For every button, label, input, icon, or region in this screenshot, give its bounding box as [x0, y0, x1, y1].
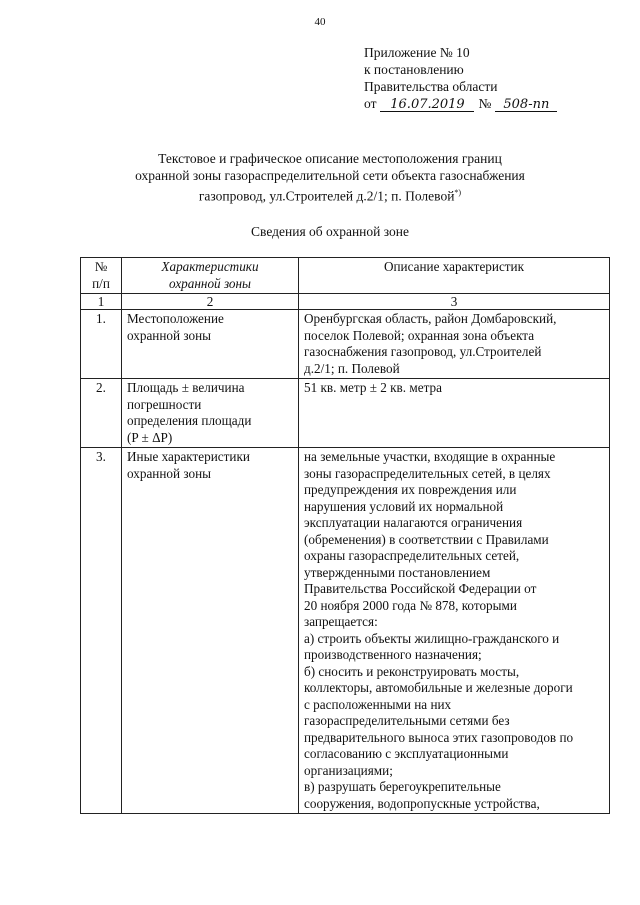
text-line: охраны газораспределительных сетей, — [304, 548, 520, 563]
text-line: предварительного выноса этих газопроводов по — [304, 729, 574, 745]
column-index: 2 — [122, 294, 299, 310]
row-description — [299, 379, 610, 448]
text-line: на земельные участки, входящие в охранные — [304, 449, 556, 464]
text-line: определения площади — [127, 413, 252, 428]
text-line: предупреждения их повреждения или — [304, 482, 517, 497]
text-line: а) строить объекты жилищно-гражданского и — [304, 630, 560, 646]
protection-zone-table — [80, 257, 610, 814]
row-number: 1. — [81, 310, 122, 379]
handwritten-date: 16.07.2019 — [380, 98, 474, 112]
appendix-date-line — [364, 95, 557, 112]
appendix-block — [364, 44, 557, 112]
title-line-2: охранной зоны газораспределительной сети объекта газоснабжения — [135, 168, 525, 183]
row-description — [299, 448, 610, 814]
section-subtitle: Сведения об охранной зоне — [251, 224, 409, 239]
header-num — [81, 258, 122, 294]
row-characteristic — [122, 379, 299, 448]
header-num-line: № — [94, 259, 108, 274]
appendix-line-1: Приложение № 10 — [364, 45, 470, 60]
text-line: газораспределительными сетями без — [304, 713, 510, 728]
header-num-line: п/п — [92, 275, 110, 291]
title-line-3-text: газопровод, ул.Строителей д.2/1; п. Полевой — [198, 188, 455, 204]
text-line: согласованию с эксплуатационными — [304, 746, 509, 761]
column-index: 3 — [299, 294, 610, 310]
row-characteristic — [122, 448, 299, 814]
text-line: 51 кв. метр ± 2 кв. метра — [304, 380, 442, 395]
text-line: эксплуатации налагаются ограничения — [304, 515, 523, 530]
footnote-mark: *) — [454, 188, 462, 197]
table-header-row — [81, 258, 610, 294]
text-line: Местоположение — [127, 311, 224, 326]
row-characteristic — [122, 310, 299, 379]
text-line: 20 ноября 2000 года № 878, которыми — [304, 597, 517, 613]
text-line: зоны газораспределительных сетей, в целях — [304, 465, 551, 481]
text-line: в) разрушать берегоукрепительные — [304, 779, 501, 794]
header-characteristic — [122, 258, 299, 294]
text-line: коллекторы, автомобильные и железные дороги — [304, 680, 573, 695]
title-line-1: Текстовое и графическое описание местоположения границ — [158, 151, 502, 166]
page-number: 40 — [314, 16, 326, 28]
appendix-line-3: Правительства области — [364, 79, 498, 94]
document-title — [60, 150, 600, 205]
table-row — [81, 310, 610, 379]
text-line: Иные характеристики — [127, 449, 250, 464]
column-index: 1 — [81, 294, 122, 310]
row-description — [299, 310, 610, 379]
table-row — [81, 448, 610, 814]
text-line: Оренбургская область, район Домбаровский, — [304, 311, 557, 326]
title-line-3 — [60, 184, 600, 205]
header-characteristic-line: Характеристики — [161, 259, 259, 274]
header-characteristic-line: охранной зоны — [169, 275, 251, 291]
header-description: Описание характеристик — [299, 258, 610, 294]
text-line: (обременения) в соответствии с Правилами — [304, 531, 549, 547]
text-line: Площадь ± величина — [127, 380, 245, 395]
text-line: охранной зоны — [127, 465, 212, 481]
text-line: запрещается: — [304, 614, 378, 629]
text-line: Правительства Российской Федерации от — [304, 581, 537, 596]
text-line: погрешности — [127, 396, 202, 412]
handwritten-number: 508-пп — [495, 98, 557, 112]
table-row — [81, 379, 610, 448]
text-line: охранной зоны — [127, 327, 212, 343]
text-line: (P ± ΔP) — [127, 429, 173, 445]
text-line: поселок Полевой; охранная зона объекта — [304, 327, 535, 343]
text-line: сооружения, водопропускные устройства, — [304, 795, 540, 811]
number-label: № — [478, 96, 492, 111]
row-number: 3. — [81, 448, 122, 814]
text-line: д.2/1; п. Полевой — [304, 360, 400, 376]
appendix-line-2: к постановлению — [364, 62, 464, 77]
text-line: организациями; — [304, 762, 393, 778]
text-line: производственного назначения; — [304, 647, 482, 662]
text-line: газоснабжения газопровод, ул.Строителей — [304, 344, 542, 359]
column-index-row — [81, 294, 610, 310]
row-number: 2. — [81, 379, 122, 448]
text-line: б) сносить и реконструировать мосты, — [304, 663, 520, 679]
from-label: от — [364, 96, 377, 111]
text-line: нарушения условий их нормальной — [304, 498, 504, 514]
text-line: утвержденными постановлением — [304, 564, 491, 580]
text-line: с расположенными на них — [304, 696, 452, 712]
